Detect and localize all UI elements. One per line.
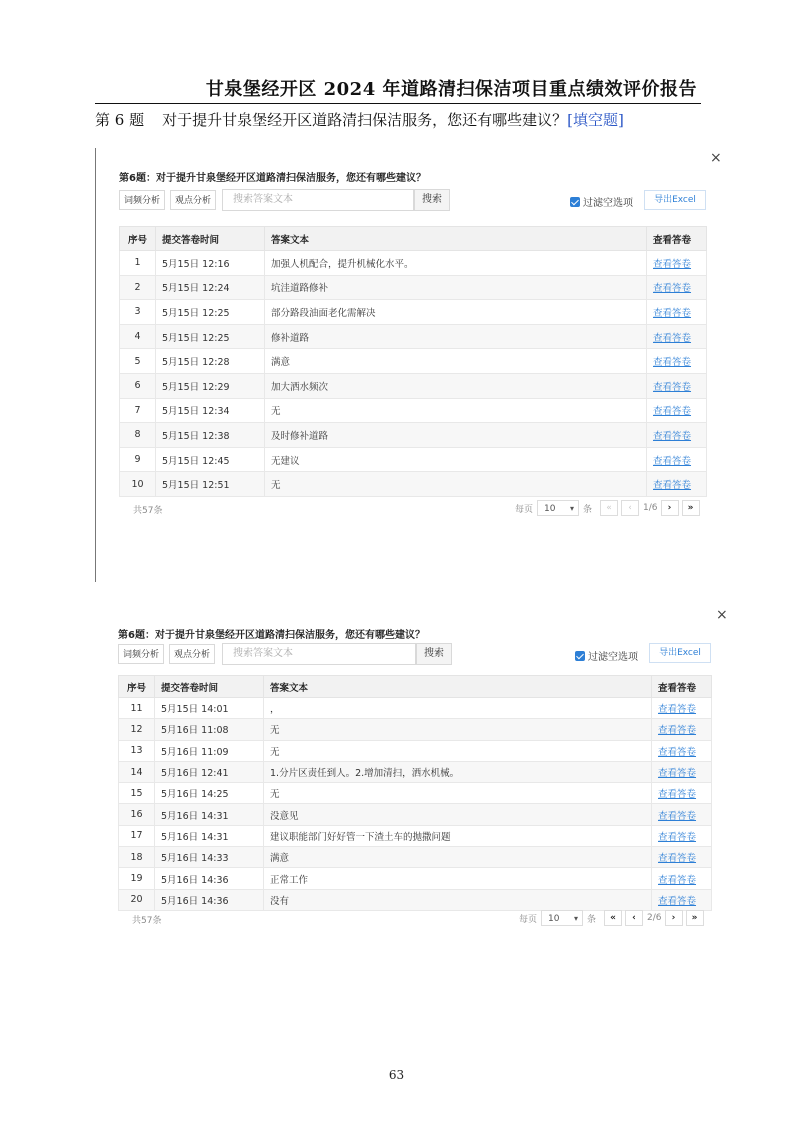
row-answer: 没有 bbox=[264, 889, 652, 910]
row-index: 15 bbox=[119, 783, 155, 804]
view-answer-link[interactable]: 查看答卷 bbox=[647, 251, 707, 276]
row-time: 5月15日 12:34 bbox=[156, 398, 265, 423]
table-row bbox=[119, 804, 712, 825]
view-answer-link[interactable]: 查看答卷 bbox=[652, 889, 712, 910]
view-answer-link[interactable]: 查看答卷 bbox=[647, 275, 707, 300]
question-number: 第 6 题 bbox=[95, 111, 145, 129]
view-answer-link[interactable]: 查看答卷 bbox=[652, 847, 712, 868]
row-index: 6 bbox=[120, 373, 156, 398]
view-answer-link[interactable]: 查看答卷 bbox=[652, 740, 712, 761]
row-answer: 坑洼道路修补 bbox=[265, 275, 647, 300]
row-answer: 没意见 bbox=[264, 804, 652, 825]
word-frequency-button[interactable]: 词频分析 bbox=[119, 190, 165, 210]
table-row bbox=[120, 373, 707, 398]
export-excel-button[interactable]: 导出Excel bbox=[644, 190, 706, 210]
title-divider bbox=[95, 103, 701, 104]
table-header-row bbox=[119, 676, 712, 698]
view-answer-link[interactable]: 查看答卷 bbox=[652, 783, 712, 804]
row-answer: 正常工作 bbox=[264, 868, 652, 889]
row-answer: 及时修补道路 bbox=[265, 423, 647, 448]
filter-label: 过滤空选项 bbox=[583, 198, 633, 209]
row-time: 5月15日 12:24 bbox=[156, 275, 265, 300]
view-answer-link[interactable]: 查看答卷 bbox=[647, 373, 707, 398]
per-page-label: 每页 bbox=[519, 914, 538, 925]
column-header-time: 提交答卷时间 bbox=[155, 676, 264, 698]
per-page-select[interactable] bbox=[537, 500, 579, 516]
row-index: 8 bbox=[120, 423, 156, 448]
row-index: 7 bbox=[120, 398, 156, 423]
table-row bbox=[119, 698, 712, 719]
table-row bbox=[120, 398, 707, 423]
table-row bbox=[120, 447, 707, 472]
table-row bbox=[119, 868, 712, 889]
row-time: 5月15日 12:45 bbox=[156, 447, 265, 472]
row-answer: 加强人机配合，提升机械化水平。 bbox=[265, 251, 647, 276]
export-excel-button[interactable]: 导出Excel bbox=[649, 643, 711, 663]
search-button[interactable]: 搜索 bbox=[414, 189, 450, 211]
table-header-row bbox=[120, 227, 707, 251]
row-index: 13 bbox=[119, 740, 155, 761]
pagination bbox=[519, 910, 704, 926]
question-heading bbox=[95, 109, 624, 130]
question-text: 对于提升甘泉堡经开区道路清扫保洁服务，您还有哪些建议？ bbox=[162, 111, 568, 129]
row-time: 5月16日 11:09 bbox=[155, 740, 264, 761]
per-page-unit: 条 bbox=[587, 914, 597, 925]
last-page-icon[interactable]: » bbox=[686, 910, 704, 926]
filter-label: 过滤空选项 bbox=[588, 652, 638, 663]
page-number: 63 bbox=[388, 1068, 405, 1082]
filter-empty-checkbox[interactable] bbox=[570, 194, 633, 209]
row-index: 11 bbox=[119, 698, 155, 719]
column-header-view: 查看答卷 bbox=[652, 676, 712, 698]
per-page-label: 每页 bbox=[515, 504, 534, 515]
close-icon[interactable]: × bbox=[716, 607, 728, 623]
pagination bbox=[515, 500, 700, 516]
prev-page-icon[interactable]: ‹ bbox=[625, 910, 643, 926]
row-index: 5 bbox=[120, 349, 156, 374]
column-header-answer: 答案文本 bbox=[264, 676, 652, 698]
view-answer-link[interactable]: 查看答卷 bbox=[647, 349, 707, 374]
row-time: 5月16日 14:31 bbox=[155, 825, 264, 846]
next-page-icon[interactable]: › bbox=[665, 910, 683, 926]
row-time: 5月16日 14:33 bbox=[155, 847, 264, 868]
opinion-analysis-button[interactable]: 观点分析 bbox=[170, 190, 216, 210]
row-answer: 无建议 bbox=[265, 447, 647, 472]
table-row bbox=[119, 825, 712, 846]
row-answer: 部分路段油面老化需解决 bbox=[265, 300, 647, 325]
row-time: 5月15日 12:29 bbox=[156, 373, 265, 398]
chevron-down-icon: ▾ bbox=[570, 504, 575, 513]
row-time: 5月16日 11:08 bbox=[155, 719, 264, 740]
view-answer-link[interactable]: 查看答卷 bbox=[652, 698, 712, 719]
row-answer: 无 bbox=[264, 740, 652, 761]
document-title: 甘泉堡经开区 2024 年道路清扫保洁项目重点绩效评价报告 bbox=[205, 79, 697, 100]
column-header-index: 序号 bbox=[119, 676, 155, 698]
view-answer-link[interactable]: 查看答卷 bbox=[647, 398, 707, 423]
table-row bbox=[119, 719, 712, 740]
row-answer: 1.分片区责任到人。2.增加清扫，洒水机械。 bbox=[264, 761, 652, 782]
row-time: 5月16日 14:36 bbox=[155, 868, 264, 889]
row-time: 5月16日 12:41 bbox=[155, 761, 264, 782]
row-time: 5月16日 14:25 bbox=[155, 783, 264, 804]
total-count: 共57条 bbox=[133, 506, 163, 516]
column-header-view: 查看答卷 bbox=[647, 227, 707, 251]
table-row bbox=[120, 423, 707, 448]
answer-panel-2 bbox=[95, 607, 735, 937]
column-header-time: 提交答卷时间 bbox=[156, 227, 265, 251]
view-answer-link[interactable]: 查看答卷 bbox=[647, 447, 707, 472]
row-index: 14 bbox=[119, 761, 155, 782]
view-answer-link[interactable]: 查看答卷 bbox=[652, 719, 712, 740]
total-count: 共57条 bbox=[132, 916, 162, 926]
view-answer-link[interactable]: 查看答卷 bbox=[652, 761, 712, 782]
table-row bbox=[120, 300, 707, 325]
row-answer: 加大洒水频次 bbox=[265, 373, 647, 398]
row-answer: ， bbox=[264, 698, 652, 719]
table-row bbox=[120, 324, 707, 349]
last-page-icon[interactable]: » bbox=[682, 500, 700, 516]
first-page-icon[interactable]: « bbox=[604, 910, 622, 926]
row-answer: 满意 bbox=[264, 847, 652, 868]
row-time: 5月15日 12:25 bbox=[156, 324, 265, 349]
prev-page-icon[interactable]: ‹ bbox=[621, 500, 639, 516]
word-frequency-button[interactable]: 词频分析 bbox=[118, 644, 164, 664]
row-answer: 无 bbox=[264, 783, 652, 804]
chevron-down-icon: ▾ bbox=[574, 914, 579, 923]
row-index: 9 bbox=[120, 447, 156, 472]
close-icon[interactable]: × bbox=[710, 150, 722, 166]
row-answer: 修补道路 bbox=[265, 324, 647, 349]
table-row bbox=[119, 740, 712, 761]
opinion-analysis-button[interactable]: 观点分析 bbox=[169, 644, 215, 664]
row-answer: 无 bbox=[264, 719, 652, 740]
row-index: 18 bbox=[119, 847, 155, 868]
row-index: 12 bbox=[119, 719, 155, 740]
filter-empty-checkbox[interactable] bbox=[575, 648, 638, 663]
answers-table bbox=[118, 675, 712, 911]
table-row bbox=[119, 889, 712, 910]
table-row bbox=[119, 783, 712, 804]
per-page-select[interactable] bbox=[541, 910, 583, 926]
answer-panel-1 bbox=[95, 148, 735, 588]
row-index: 2 bbox=[120, 275, 156, 300]
row-index: 1 bbox=[120, 251, 156, 276]
row-index: 17 bbox=[119, 825, 155, 846]
table-row bbox=[119, 761, 712, 782]
page-indicator: 1/6 bbox=[643, 503, 658, 513]
row-index: 10 bbox=[120, 472, 156, 497]
row-time: 5月15日 12:38 bbox=[156, 423, 265, 448]
search-input[interactable]: 搜索答案文本 bbox=[222, 189, 414, 211]
per-page-value: 10 bbox=[544, 504, 556, 514]
row-answer: 满意 bbox=[265, 349, 647, 374]
row-time: 5月15日 12:16 bbox=[156, 251, 265, 276]
search-button[interactable]: 搜索 bbox=[416, 643, 452, 665]
next-page-icon[interactable]: › bbox=[661, 500, 679, 516]
row-time: 5月16日 14:36 bbox=[155, 889, 264, 910]
per-page-unit: 条 bbox=[583, 504, 593, 515]
view-answer-link[interactable]: 查看答卷 bbox=[647, 472, 707, 497]
panel-question-title: 第6题：对于提升甘泉堡经开区道路清扫保洁服务，您还有哪些建议？ bbox=[118, 630, 425, 641]
row-index: 19 bbox=[119, 868, 155, 889]
view-answer-link[interactable]: 查看答卷 bbox=[647, 324, 707, 349]
row-index: 4 bbox=[120, 324, 156, 349]
view-answer-link[interactable]: 查看答卷 bbox=[652, 804, 712, 825]
view-answer-link[interactable]: 查看答卷 bbox=[647, 300, 707, 325]
row-index: 20 bbox=[119, 889, 155, 910]
search-input[interactable]: 搜索答案文本 bbox=[222, 643, 416, 665]
row-index: 16 bbox=[119, 804, 155, 825]
view-answer-link[interactable]: 查看答卷 bbox=[652, 868, 712, 889]
table-row bbox=[119, 847, 712, 868]
column-header-index: 序号 bbox=[120, 227, 156, 251]
view-answer-link[interactable]: 查看答卷 bbox=[647, 423, 707, 448]
row-time: 5月15日 12:51 bbox=[156, 472, 265, 497]
first-page-icon[interactable]: « bbox=[600, 500, 618, 516]
row-time: 5月15日 12:25 bbox=[156, 300, 265, 325]
page-indicator: 2/6 bbox=[647, 913, 662, 923]
table-row bbox=[120, 251, 707, 276]
row-answer: 无 bbox=[265, 472, 647, 497]
table-row bbox=[120, 275, 707, 300]
column-header-answer: 答案文本 bbox=[265, 227, 647, 251]
view-answer-link[interactable]: 查看答卷 bbox=[652, 825, 712, 846]
answers-table bbox=[119, 226, 707, 497]
panel-left-border bbox=[95, 148, 96, 582]
checkbox-checked-icon[interactable] bbox=[575, 651, 585, 661]
row-time: 5月16日 14:31 bbox=[155, 804, 264, 825]
row-answer: 建议职能部门好好管一下渣土车的抛撒问题 bbox=[264, 825, 652, 846]
question-type-tag: [填空题] bbox=[567, 111, 624, 129]
per-page-value: 10 bbox=[548, 914, 560, 924]
row-answer: 无 bbox=[265, 398, 647, 423]
row-index: 3 bbox=[120, 300, 156, 325]
row-time: 5月15日 14:01 bbox=[155, 698, 264, 719]
row-time: 5月15日 12:28 bbox=[156, 349, 265, 374]
table-row bbox=[120, 349, 707, 374]
table-row bbox=[120, 472, 707, 497]
checkbox-checked-icon[interactable] bbox=[570, 197, 580, 207]
panel-question-title: 第6题：对于提升甘泉堡经开区道路清扫保洁服务，您还有哪些建议？ bbox=[119, 173, 426, 184]
